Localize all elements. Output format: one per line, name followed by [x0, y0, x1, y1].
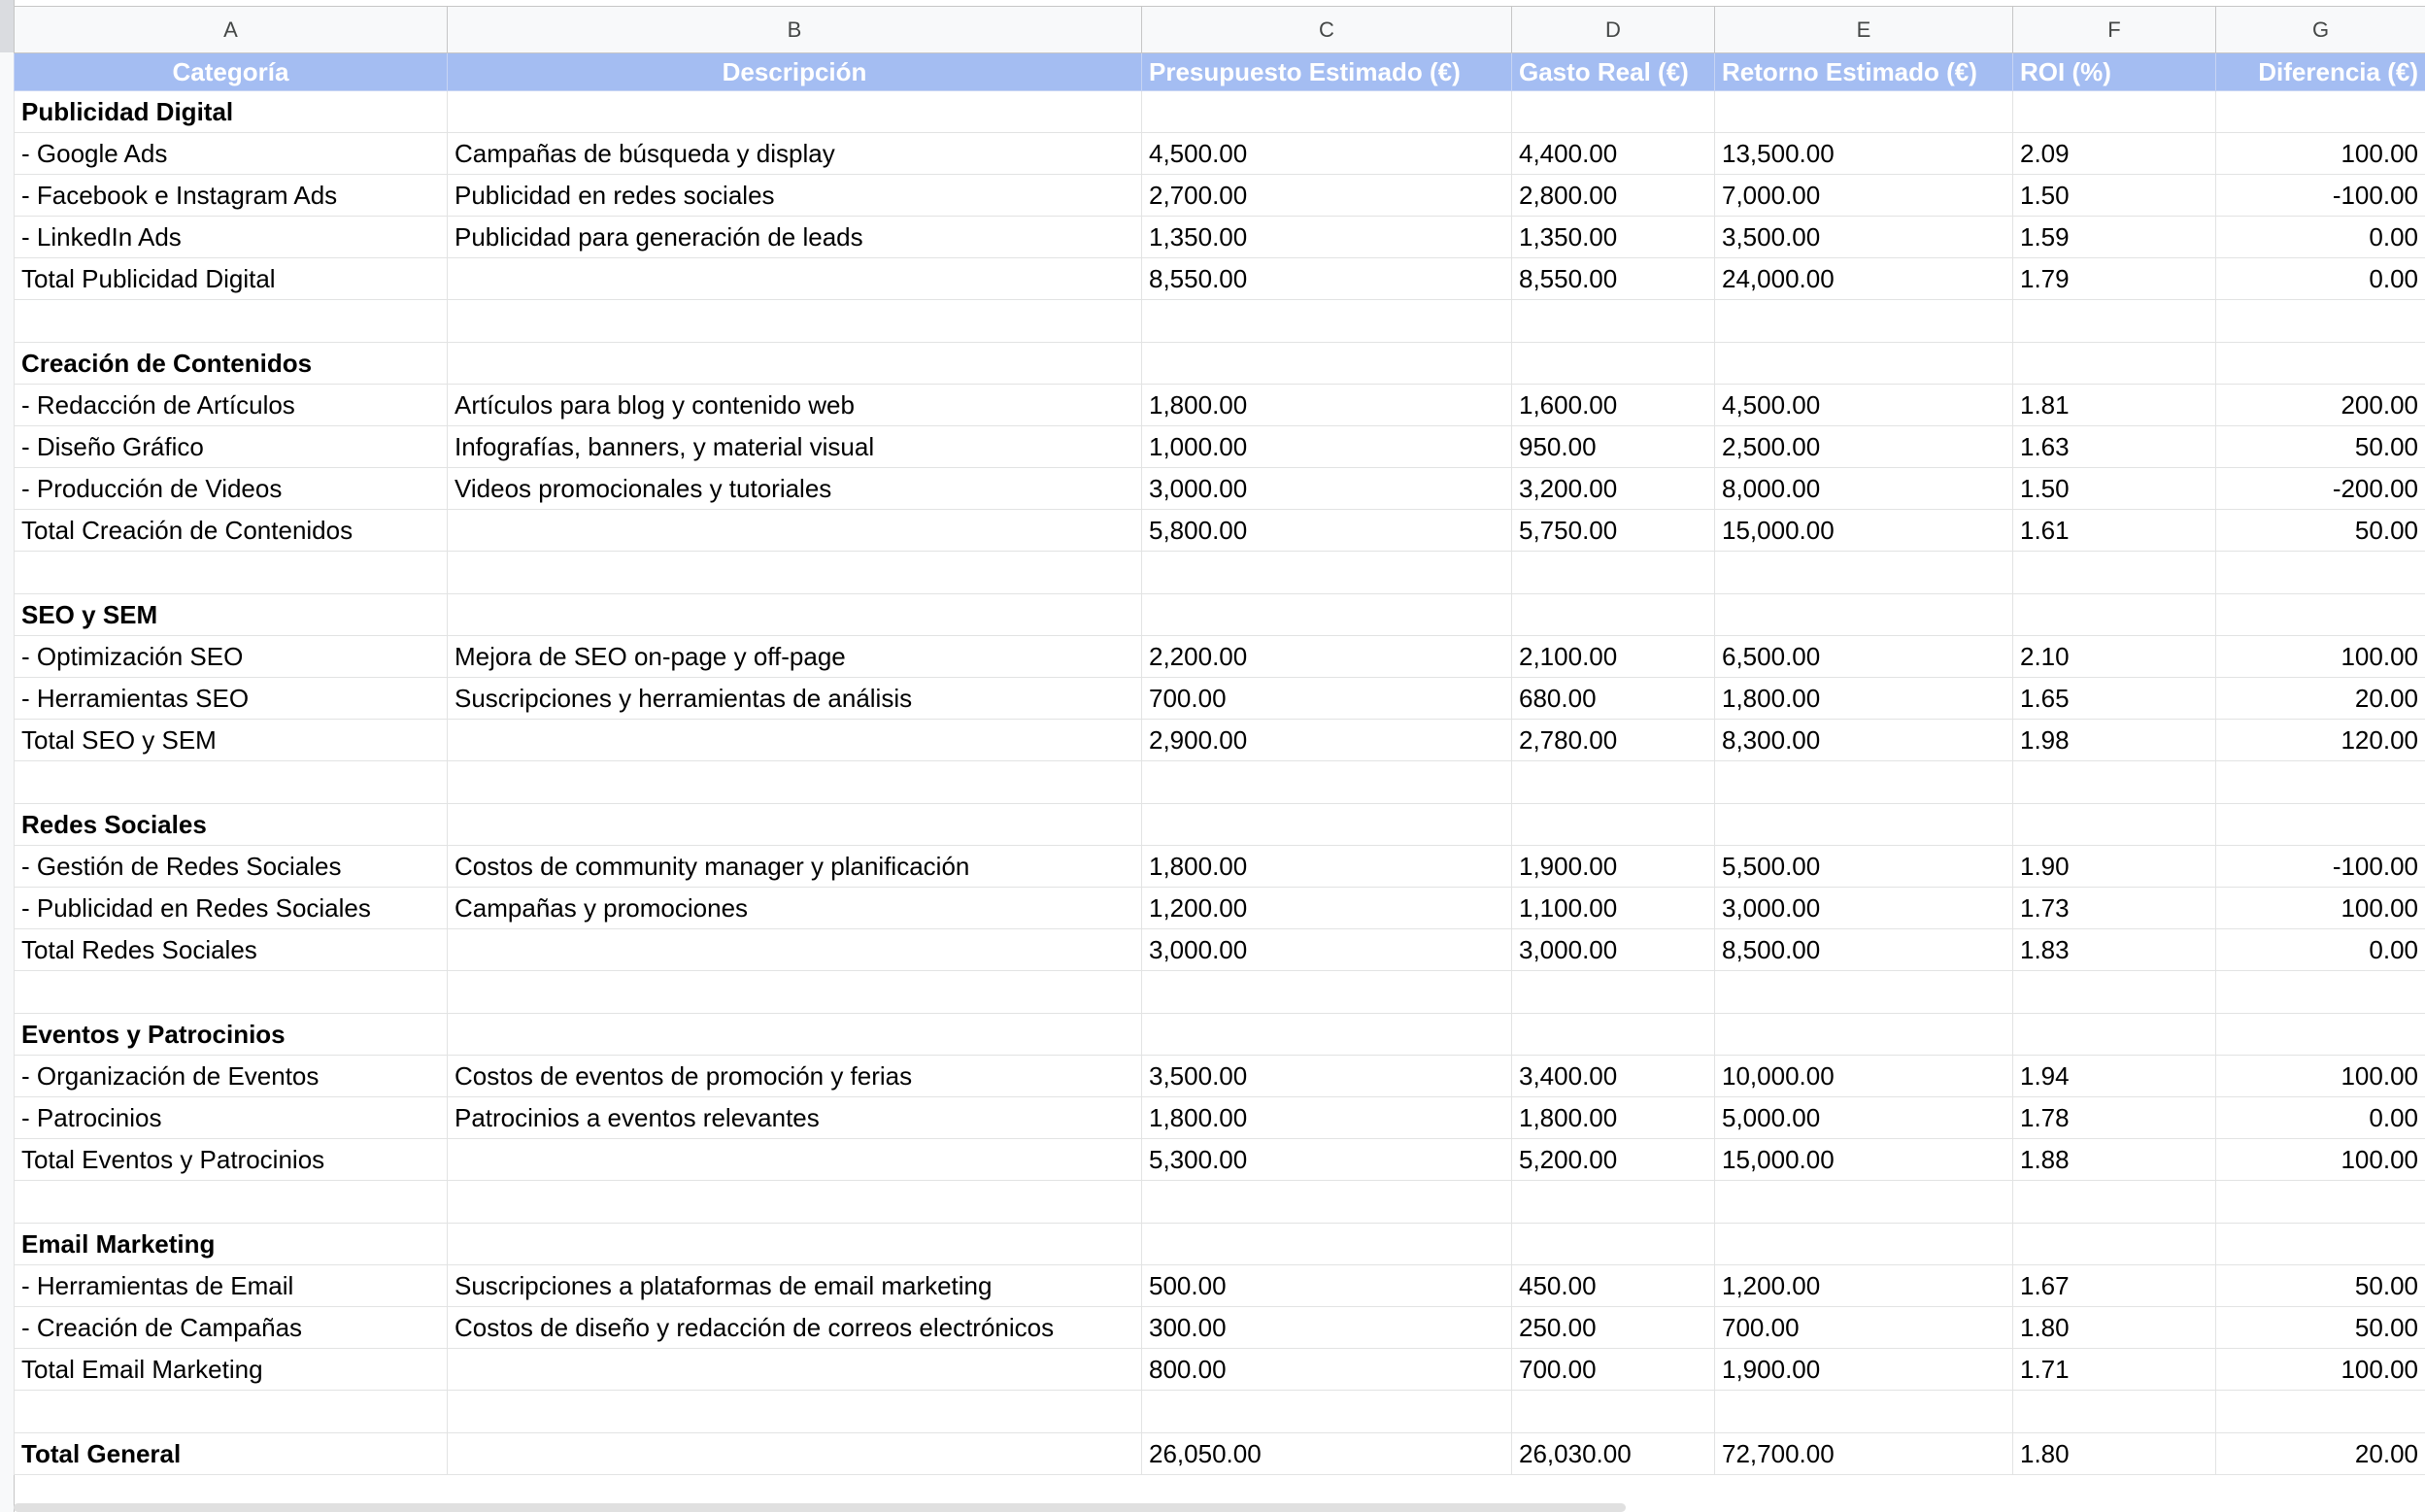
cell-d21[interactable]: 1,900.00	[1512, 846, 1715, 888]
cell-d16[interactable]: 2,100.00	[1512, 636, 1715, 678]
cell-a35[interactable]: Total General	[15, 1433, 448, 1475]
cell-c28[interactable]: 5,300.00	[1142, 1139, 1512, 1181]
cell-c26[interactable]: 3,500.00	[1142, 1056, 1512, 1097]
cell-e22[interactable]: 3,000.00	[1715, 888, 2013, 929]
cell-f4[interactable]: 2.09	[2013, 133, 2216, 175]
cell-e19[interactable]	[1715, 761, 2013, 804]
cell-a14[interactable]	[15, 552, 448, 594]
cell-g26[interactable]: 100.00	[2216, 1056, 2425, 1097]
cell-b3[interactable]	[448, 91, 1142, 133]
cell-g28[interactable]: 100.00	[2216, 1139, 2425, 1181]
cell-f20[interactable]	[2013, 804, 2216, 846]
cell-e18[interactable]: 8,300.00	[1715, 720, 2013, 761]
cell-g24[interactable]	[2216, 971, 2425, 1014]
sheet-grid	[14, 6, 2425, 1475]
header-cell-descripcion[interactable]: Descripción	[448, 53, 1142, 91]
item-row	[15, 888, 2425, 929]
item-row	[15, 636, 2425, 678]
cell-e10[interactable]: 4,500.00	[1715, 385, 2013, 426]
cell-b29[interactable]	[448, 1181, 1142, 1224]
cell-a8[interactable]	[15, 300, 448, 343]
section-row	[15, 1014, 2425, 1056]
column-header-f[interactable]: F	[2013, 7, 2216, 53]
cell-c33[interactable]: 800.00	[1142, 1349, 1512, 1391]
cell-a33[interactable]: Total Email Marketing	[15, 1349, 448, 1391]
cell-g3[interactable]	[2216, 91, 2425, 133]
cell-b18[interactable]	[448, 720, 1142, 761]
cell-a30[interactable]: Email Marketing	[15, 1224, 448, 1265]
cell-b24[interactable]	[448, 971, 1142, 1014]
cell-g27[interactable]: 0.00	[2216, 1097, 2425, 1139]
cell-b11[interactable]: Infografías, banners, y material visual	[448, 426, 1142, 468]
cell-c34[interactable]	[1142, 1391, 1512, 1433]
section-row	[15, 594, 2425, 636]
cell-c10[interactable]: 1,800.00	[1142, 385, 1512, 426]
cell-g8[interactable]	[2216, 300, 2425, 343]
cell-c20[interactable]	[1142, 804, 1512, 846]
cell-f30[interactable]	[2013, 1224, 2216, 1265]
cell-d15[interactable]	[1512, 594, 1715, 636]
cell-d12[interactable]: 3,200.00	[1512, 468, 1715, 510]
section-row	[15, 1224, 2425, 1265]
header-cell-presupuesto[interactable]: Presupuesto Estimado (€)	[1142, 53, 1512, 91]
column-header-a[interactable]: A	[15, 7, 448, 53]
cell-e29[interactable]	[1715, 1181, 2013, 1224]
cell-d27[interactable]: 1,800.00	[1512, 1097, 1715, 1139]
cell-d3[interactable]	[1512, 91, 1715, 133]
cell-f25[interactable]	[2013, 1014, 2216, 1056]
cell-b13[interactable]	[448, 510, 1142, 552]
cell-g31[interactable]: 50.00	[2216, 1265, 2425, 1307]
cell-g4[interactable]: 100.00	[2216, 133, 2425, 175]
cell-c15[interactable]	[1142, 594, 1512, 636]
cell-d26[interactable]: 3,400.00	[1512, 1056, 1715, 1097]
cell-d35[interactable]: 26,030.00	[1512, 1433, 1715, 1475]
cell-e21[interactable]: 5,500.00	[1715, 846, 2013, 888]
cell-b27[interactable]: Patrocinios a eventos relevantes	[448, 1097, 1142, 1139]
cell-d25[interactable]	[1512, 1014, 1715, 1056]
cell-b12[interactable]: Videos promocionales y tutoriales	[448, 468, 1142, 510]
cell-e25[interactable]	[1715, 1014, 2013, 1056]
cell-b26[interactable]: Costos de eventos de promoción y ferias	[448, 1056, 1142, 1097]
cell-f9[interactable]	[2013, 343, 2216, 385]
cell-c8[interactable]	[1142, 300, 1512, 343]
column-header-b[interactable]: B	[448, 7, 1142, 53]
blank-row	[15, 971, 2425, 1014]
cell-b10[interactable]: Artículos para blog y contenido web	[448, 385, 1142, 426]
cell-f27[interactable]: 1.78	[2013, 1097, 2216, 1139]
cell-f8[interactable]	[2013, 300, 2216, 343]
cell-a29[interactable]	[15, 1181, 448, 1224]
item-row	[15, 175, 2425, 217]
cell-a25[interactable]: Eventos y Patrocinios	[15, 1014, 448, 1056]
header-cell-categoria[interactable]: Categoría	[15, 53, 448, 91]
cell-g17[interactable]: 20.00	[2216, 678, 2425, 720]
blank-row	[15, 761, 2425, 804]
cell-a6[interactable]: - LinkedIn Ads	[15, 217, 448, 258]
cell-d13[interactable]: 5,750.00	[1512, 510, 1715, 552]
cell-g32[interactable]: 50.00	[2216, 1307, 2425, 1349]
cell-f5[interactable]: 1.50	[2013, 175, 2216, 217]
cell-d7[interactable]: 8,550.00	[1512, 258, 1715, 300]
cell-e34[interactable]	[1715, 1391, 2013, 1433]
cell-e27[interactable]: 5,000.00	[1715, 1097, 2013, 1139]
cell-f16[interactable]: 2.10	[2013, 636, 2216, 678]
cell-b6[interactable]: Publicidad para generación de leads	[448, 217, 1142, 258]
item-row	[15, 1307, 2425, 1349]
cell-b20[interactable]	[448, 804, 1142, 846]
cell-e33[interactable]: 1,900.00	[1715, 1349, 2013, 1391]
cell-g22[interactable]: 100.00	[2216, 888, 2425, 929]
cell-f34[interactable]	[2013, 1391, 2216, 1433]
cell-c4[interactable]: 4,500.00	[1142, 133, 1512, 175]
cell-g14[interactable]	[2216, 552, 2425, 594]
cell-c27[interactable]: 1,800.00	[1142, 1097, 1512, 1139]
cell-a28[interactable]: Total Eventos y Patrocinios	[15, 1139, 448, 1181]
cell-b16[interactable]: Mejora de SEO on-page y off-page	[448, 636, 1142, 678]
cell-f24[interactable]	[2013, 971, 2216, 1014]
cell-d34[interactable]	[1512, 1391, 1715, 1433]
cell-e16[interactable]: 6,500.00	[1715, 636, 2013, 678]
cell-f31[interactable]: 1.67	[2013, 1265, 2216, 1307]
cell-f35[interactable]: 1.80	[2013, 1433, 2216, 1475]
cell-a19[interactable]	[15, 761, 448, 804]
header-cell-gasto[interactable]: Gasto Real (€)	[1512, 53, 1715, 91]
cell-c12[interactable]: 3,000.00	[1142, 468, 1512, 510]
cell-a11[interactable]: - Diseño Gráfico	[15, 426, 448, 468]
cell-d8[interactable]	[1512, 300, 1715, 343]
cell-b4[interactable]: Campañas de búsqueda y display	[448, 133, 1142, 175]
horizontal-scrollbar[interactable]	[14, 1503, 1626, 1512]
cell-e28[interactable]: 15,000.00	[1715, 1139, 2013, 1181]
cell-d4[interactable]: 4,400.00	[1512, 133, 1715, 175]
cell-d32[interactable]: 250.00	[1512, 1307, 1715, 1349]
cell-d14[interactable]	[1512, 552, 1715, 594]
cell-d6[interactable]: 1,350.00	[1512, 217, 1715, 258]
cell-a31[interactable]: - Herramientas de Email	[15, 1265, 448, 1307]
cell-f26[interactable]: 1.94	[2013, 1056, 2216, 1097]
cell-a3[interactable]: Publicidad Digital	[15, 91, 448, 133]
cell-e14[interactable]	[1715, 552, 2013, 594]
cell-g25[interactable]	[2216, 1014, 2425, 1056]
cell-c11[interactable]: 1,000.00	[1142, 426, 1512, 468]
cell-a13[interactable]: Total Creación de Contenidos	[15, 510, 448, 552]
cell-f7[interactable]: 1.79	[2013, 258, 2216, 300]
cell-e24[interactable]	[1715, 971, 2013, 1014]
total-row	[15, 1349, 2425, 1391]
total-row	[15, 510, 2425, 552]
blank-row	[15, 1391, 2425, 1433]
cell-e31[interactable]: 1,200.00	[1715, 1265, 2013, 1307]
cell-a16[interactable]: - Optimización SEO	[15, 636, 448, 678]
cell-a10[interactable]: - Redacción de Artículos	[15, 385, 448, 426]
cell-a18[interactable]: Total SEO y SEM	[15, 720, 448, 761]
cell-f10[interactable]: 1.81	[2013, 385, 2216, 426]
cell-d30[interactable]	[1512, 1224, 1715, 1265]
cell-c22[interactable]: 1,200.00	[1142, 888, 1512, 929]
cell-c35[interactable]: 26,050.00	[1142, 1433, 1512, 1475]
blank-row	[15, 1181, 2425, 1224]
cell-c32[interactable]: 300.00	[1142, 1307, 1512, 1349]
cell-b35[interactable]	[448, 1433, 1142, 1475]
cell-d23[interactable]: 3,000.00	[1512, 929, 1715, 971]
item-row	[15, 468, 2425, 510]
cell-f29[interactable]	[2013, 1181, 2216, 1224]
cell-e6[interactable]: 3,500.00	[1715, 217, 2013, 258]
cell-b7[interactable]	[448, 258, 1142, 300]
cell-g10[interactable]: 200.00	[2216, 385, 2425, 426]
cell-e9[interactable]	[1715, 343, 2013, 385]
item-row	[15, 678, 2425, 720]
cell-c25[interactable]	[1142, 1014, 1512, 1056]
cell-a26[interactable]: - Organización de Eventos	[15, 1056, 448, 1097]
cell-b31[interactable]: Suscripciones a plataformas de email marketing	[448, 1265, 1142, 1307]
cell-a9[interactable]: Creación de Contenidos	[15, 343, 448, 385]
cell-c13[interactable]: 5,800.00	[1142, 510, 1512, 552]
cell-d11[interactable]: 950.00	[1512, 426, 1715, 468]
cell-c5[interactable]: 2,700.00	[1142, 175, 1512, 217]
cell-b28[interactable]	[448, 1139, 1142, 1181]
cell-b14[interactable]	[448, 552, 1142, 594]
cell-c29[interactable]	[1142, 1181, 1512, 1224]
cell-b19[interactable]	[448, 761, 1142, 804]
cell-a17[interactable]: - Herramientas SEO	[15, 678, 448, 720]
cell-c17[interactable]: 700.00	[1142, 678, 1512, 720]
cell-e5[interactable]: 7,000.00	[1715, 175, 2013, 217]
cell-a27[interactable]: - Patrocinios	[15, 1097, 448, 1139]
cell-a21[interactable]: - Gestión de Redes Sociales	[15, 846, 448, 888]
cell-f13[interactable]: 1.61	[2013, 510, 2216, 552]
total-row	[15, 720, 2425, 761]
cell-a4[interactable]: - Google Ads	[15, 133, 448, 175]
cell-c31[interactable]: 500.00	[1142, 1265, 1512, 1307]
cell-g33[interactable]: 100.00	[2216, 1349, 2425, 1391]
cell-c3[interactable]	[1142, 91, 1512, 133]
cell-f19[interactable]	[2013, 761, 2216, 804]
section-row	[15, 804, 2425, 846]
cell-g13[interactable]: 50.00	[2216, 510, 2425, 552]
item-row	[15, 846, 2425, 888]
row-header-strip	[0, 0, 15, 1512]
section-row	[15, 91, 2425, 133]
cell-b30[interactable]	[448, 1224, 1142, 1265]
total-row	[15, 929, 2425, 971]
cell-c24[interactable]	[1142, 971, 1512, 1014]
cell-g5[interactable]: -100.00	[2216, 175, 2425, 217]
cell-a20[interactable]: Redes Sociales	[15, 804, 448, 846]
cell-d22[interactable]: 1,100.00	[1512, 888, 1715, 929]
cell-f15[interactable]	[2013, 594, 2216, 636]
cell-g18[interactable]: 120.00	[2216, 720, 2425, 761]
cell-d28[interactable]: 5,200.00	[1512, 1139, 1715, 1181]
sheet-body	[15, 91, 2425, 1475]
cell-b21[interactable]: Costos de community manager y planificación	[448, 846, 1142, 888]
column-header-g[interactable]: G	[2216, 7, 2425, 53]
item-row	[15, 1056, 2425, 1097]
cell-g9[interactable]	[2216, 343, 2425, 385]
item-row	[15, 426, 2425, 468]
cell-a5[interactable]: - Facebook e Instagram Ads	[15, 175, 448, 217]
cell-g35[interactable]: 20.00	[2216, 1433, 2425, 1475]
cell-g12[interactable]: -200.00	[2216, 468, 2425, 510]
cell-f11[interactable]: 1.63	[2013, 426, 2216, 468]
cell-b5[interactable]: Publicidad en redes sociales	[448, 175, 1142, 217]
cell-e11[interactable]: 2,500.00	[1715, 426, 2013, 468]
cell-d17[interactable]: 680.00	[1512, 678, 1715, 720]
column-header-e[interactable]: E	[1715, 7, 2013, 53]
header-cell-retorno[interactable]: Retorno Estimado (€)	[1715, 53, 2013, 91]
header-cell-roi[interactable]: ROI (%)	[2013, 53, 2216, 91]
cell-g15[interactable]	[2216, 594, 2425, 636]
column-header-c[interactable]: C	[1142, 7, 1512, 53]
cell-a15[interactable]: SEO y SEM	[15, 594, 448, 636]
cell-e15[interactable]	[1715, 594, 2013, 636]
cell-e32[interactable]: 700.00	[1715, 1307, 2013, 1349]
blank-row	[15, 552, 2425, 594]
cell-a22[interactable]: - Publicidad en Redes Sociales	[15, 888, 448, 929]
cell-g29[interactable]	[2216, 1181, 2425, 1224]
cell-e4[interactable]: 13,500.00	[1715, 133, 2013, 175]
cell-e12[interactable]: 8,000.00	[1715, 468, 2013, 510]
cell-g7[interactable]: 0.00	[2216, 258, 2425, 300]
cell-g30[interactable]	[2216, 1224, 2425, 1265]
cell-e35[interactable]: 72,700.00	[1715, 1433, 2013, 1475]
cell-c6[interactable]: 1,350.00	[1142, 217, 1512, 258]
cell-b23[interactable]	[448, 929, 1142, 971]
cell-f23[interactable]: 1.83	[2013, 929, 2216, 971]
cell-a24[interactable]	[15, 971, 448, 1014]
cell-e23[interactable]: 8,500.00	[1715, 929, 2013, 971]
header-cell-diferencia[interactable]: Diferencia (€)	[2216, 53, 2425, 91]
cell-c30[interactable]	[1142, 1224, 1512, 1265]
cell-d5[interactable]: 2,800.00	[1512, 175, 1715, 217]
cell-f18[interactable]: 1.98	[2013, 720, 2216, 761]
cell-f14[interactable]	[2013, 552, 2216, 594]
item-row	[15, 1097, 2425, 1139]
cell-d18[interactable]: 2,780.00	[1512, 720, 1715, 761]
section-row	[15, 343, 2425, 385]
cell-c23[interactable]: 3,000.00	[1142, 929, 1512, 971]
item-row	[15, 217, 2425, 258]
cell-c19[interactable]	[1142, 761, 1512, 804]
cell-g6[interactable]: 0.00	[2216, 217, 2425, 258]
column-header-d[interactable]: D	[1512, 7, 1715, 53]
cell-e26[interactable]: 10,000.00	[1715, 1056, 2013, 1097]
cell-d33[interactable]: 700.00	[1512, 1349, 1715, 1391]
cell-c14[interactable]	[1142, 552, 1512, 594]
cell-f28[interactable]: 1.88	[2013, 1139, 2216, 1181]
cell-g21[interactable]: -100.00	[2216, 846, 2425, 888]
cell-b34[interactable]	[448, 1391, 1142, 1433]
cell-f6[interactable]: 1.59	[2013, 217, 2216, 258]
cell-b22[interactable]: Campañas y promociones	[448, 888, 1142, 929]
cell-f22[interactable]: 1.73	[2013, 888, 2216, 929]
cell-e30[interactable]	[1715, 1224, 2013, 1265]
cell-e3[interactable]	[1715, 91, 2013, 133]
item-row	[15, 133, 2425, 175]
item-row	[15, 1265, 2425, 1307]
cell-g16[interactable]: 100.00	[2216, 636, 2425, 678]
cell-b32[interactable]: Costos de diseño y redacción de correos electrónicos	[448, 1307, 1142, 1349]
cell-g11[interactable]: 50.00	[2216, 426, 2425, 468]
cell-c18[interactable]: 2,900.00	[1142, 720, 1512, 761]
item-row	[15, 385, 2425, 426]
cell-e17[interactable]: 1,800.00	[1715, 678, 2013, 720]
cell-e8[interactable]	[1715, 300, 2013, 343]
cell-a7[interactable]: Total Publicidad Digital	[15, 258, 448, 300]
cell-d9[interactable]	[1512, 343, 1715, 385]
cell-d24[interactable]	[1512, 971, 1715, 1014]
cell-b33[interactable]	[448, 1349, 1142, 1391]
cell-a23[interactable]: Total Redes Sociales	[15, 929, 448, 971]
cell-d31[interactable]: 450.00	[1512, 1265, 1715, 1307]
cell-d19[interactable]	[1512, 761, 1715, 804]
cell-b9[interactable]	[448, 343, 1142, 385]
total-row	[15, 258, 2425, 300]
grandtotal-row	[15, 1433, 2425, 1475]
cell-f33[interactable]: 1.71	[2013, 1349, 2216, 1391]
cell-d29[interactable]	[1512, 1181, 1715, 1224]
cell-f32[interactable]: 1.80	[2013, 1307, 2216, 1349]
cell-a12[interactable]: - Producción de Videos	[15, 468, 448, 510]
cell-c21[interactable]: 1,800.00	[1142, 846, 1512, 888]
cell-f17[interactable]: 1.65	[2013, 678, 2216, 720]
cell-e7[interactable]: 24,000.00	[1715, 258, 2013, 300]
cell-d10[interactable]: 1,600.00	[1512, 385, 1715, 426]
cell-e13[interactable]: 15,000.00	[1715, 510, 2013, 552]
cell-f12[interactable]: 1.50	[2013, 468, 2216, 510]
cell-g19[interactable]	[2216, 761, 2425, 804]
total-row	[15, 1139, 2425, 1181]
cell-b8[interactable]	[448, 300, 1142, 343]
cell-g23[interactable]: 0.00	[2216, 929, 2425, 971]
cell-g20[interactable]	[2216, 804, 2425, 846]
cell-c7[interactable]: 8,550.00	[1142, 258, 1512, 300]
cell-b15[interactable]	[448, 594, 1142, 636]
cell-a34[interactable]	[15, 1391, 448, 1433]
cell-f3[interactable]	[2013, 91, 2216, 133]
select-all-corner[interactable]	[0, 0, 14, 52]
cell-b17[interactable]: Suscripciones y herramientas de análisis	[448, 678, 1142, 720]
blank-row	[15, 300, 2425, 343]
cell-e20[interactable]	[1715, 804, 2013, 846]
cell-d20[interactable]	[1512, 804, 1715, 846]
cell-b25[interactable]	[448, 1014, 1142, 1056]
cell-g34[interactable]	[2216, 1391, 2425, 1433]
cell-f21[interactable]: 1.90	[2013, 846, 2216, 888]
cell-a32[interactable]: - Creación de Campañas	[15, 1307, 448, 1349]
cell-c16[interactable]: 2,200.00	[1142, 636, 1512, 678]
cell-c9[interactable]	[1142, 343, 1512, 385]
